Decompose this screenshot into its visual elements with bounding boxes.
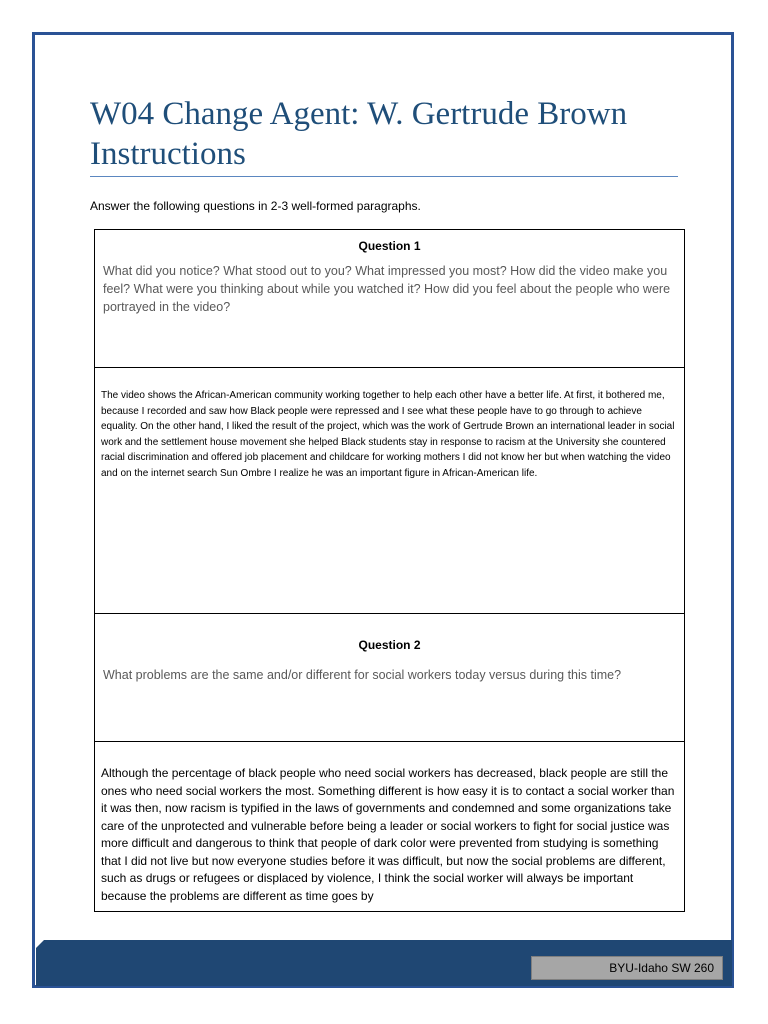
answer-2-cell bbox=[95, 741, 684, 911]
answer-1-cell bbox=[95, 367, 684, 613]
title-divider bbox=[90, 176, 678, 177]
question-2-cell bbox=[95, 613, 684, 741]
question-1-cell bbox=[95, 230, 684, 367]
question-2-heading: Question 2 bbox=[358, 638, 421, 652]
question-1-heading: Question 1 bbox=[358, 239, 421, 253]
answer-1-text: The video shows the African-American community working together to help each other have a better life. At first, it bothered me, because I recorded and saw how Black people were repressed and I see what these people have to go through to achieve equality. On the other hand, I liked the result of the project, which was the work of Gertrude Brown an international leader in social work and the settlement house movement she helped Black students stay in response to racism at the University she countered racial discrimination and offered job placement and childcare for working mothers I did not know her but when watching the video and on the internet search Sun Ombre I realize he was an important figure in African-American life. bbox=[101, 390, 675, 479]
questions-table bbox=[94, 229, 685, 912]
question-1-prompt: What did you notice? What stood out to you? What impressed you most? How did the video make you feel? What were you thinking about while you watched it? How did you feel about the people who were portrayed in the video? bbox=[103, 264, 671, 314]
instructions-text: Answer the following questions in 2-3 well-formed paragraphs. bbox=[90, 199, 421, 213]
course-label: BYU-Idaho SW 260 bbox=[531, 956, 723, 980]
question-2-prompt: What problems are the same and/or different for social workers today versus during this time? bbox=[103, 668, 622, 682]
title-line-1: W04 Change Agent: W. Gertrude Brown bbox=[90, 96, 628, 132]
title-line-2: Instructions bbox=[90, 136, 246, 172]
page-title bbox=[90, 94, 690, 174]
answer-2-text: Although the percentage of black people who need social workers has decreased, black people are still the ones who need social workers the most. Something different is how easy it is to contact a social worker than it was then, now racism is typified in the laws of governments and condemned and some organizations take care of the unprotected and vulnerable before being a leader or social workers to fight for social justice was more difficult and dangerous to think that people of dark color were prevented from studying is something that I did not live but now everyone studies before it was difficult, but now the social problems are different, such as drugs or refugees or displaced by violence, I think the social worker will always be important because the problems are different as time goes by bbox=[101, 766, 675, 903]
